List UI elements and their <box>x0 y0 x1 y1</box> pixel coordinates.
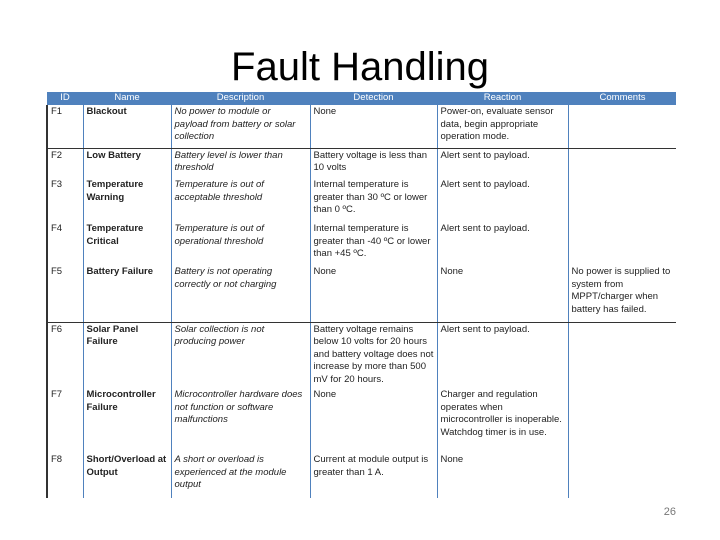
cell-description: Solar collection is not producing power <box>171 322 310 388</box>
cell-description: No power to module or payload from battery or solar collection <box>171 105 310 148</box>
cell-comments <box>568 222 676 265</box>
cell-comments <box>568 322 676 388</box>
cell-detection: None <box>310 265 437 322</box>
cell-reaction: None <box>437 453 568 498</box>
cell-comments <box>568 105 676 148</box>
fault-handling-table <box>46 92 676 498</box>
cell-name: Temperature Critical <box>83 222 171 265</box>
header-name: Name <box>83 92 171 105</box>
header-description: Description <box>171 92 310 105</box>
cell-description: Battery is not operating correctly or not charging <box>171 265 310 322</box>
cell-name: Temperature Warning <box>83 178 171 222</box>
cell-reaction: Alert sent to payload. <box>437 222 568 265</box>
table-row <box>47 105 676 148</box>
fault-table-container <box>46 92 676 498</box>
cell-detection: Internal temperature is greater than -40 ºC or lower than +45 ºC. <box>310 222 437 265</box>
cell-description: A short or overload is experienced at the module output <box>171 453 310 498</box>
cell-id: F6 <box>47 322 83 388</box>
cell-detection: Internal temperature is greater than 30 ºC or lower than 0 ºC. <box>310 178 437 222</box>
cell-detection: Battery voltage remains below 10 volts for 20 hours and battery voltage does not increase by more than 500 mV for 20 hours. <box>310 322 437 388</box>
cell-reaction: Alert sent to payload. <box>437 148 568 178</box>
cell-detection: Battery voltage is less than 10 volts <box>310 148 437 178</box>
header-reaction: Reaction <box>437 92 568 105</box>
cell-name: Low Battery <box>83 148 171 178</box>
table-row <box>47 265 676 322</box>
cell-name: Blackout <box>83 105 171 148</box>
page-number: 26 <box>663 506 676 518</box>
cell-id: F8 <box>47 453 83 498</box>
cell-comments <box>568 178 676 222</box>
cell-detection: None <box>310 388 437 453</box>
cell-description: Battery level is lower than threshold <box>171 148 310 178</box>
table-row <box>47 222 676 265</box>
cell-reaction: Charger and regulation operates when microcontroller is inoperable. Watchdog timer is in use. <box>437 388 568 453</box>
table-row <box>47 453 676 498</box>
cell-reaction: Power-on, evaluate sensor data, begin appropriate operation mode. <box>437 105 568 148</box>
cell-description: Microcontroller hardware does not function or software malfunctions <box>171 388 310 453</box>
header-detection: Detection <box>310 92 437 105</box>
cell-reaction: None <box>437 265 568 322</box>
table-row <box>47 388 676 453</box>
cell-reaction: Alert sent to payload. <box>437 178 568 222</box>
cell-comments: No power is supplied to system from MPPT/charger when battery has failed. <box>568 265 676 322</box>
cell-id: F2 <box>47 148 83 178</box>
cell-detection: None <box>310 105 437 148</box>
cell-detection: Current at module output is greater than 1 A. <box>310 453 437 498</box>
cell-reaction: Alert sent to payload. <box>437 322 568 388</box>
cell-name: Battery Failure <box>83 265 171 322</box>
table-row <box>47 322 676 388</box>
table-row <box>47 178 676 222</box>
cell-id: F1 <box>47 105 83 148</box>
table-row <box>47 148 676 178</box>
cell-id: F7 <box>47 388 83 453</box>
cell-id: F4 <box>47 222 83 265</box>
table-header-row <box>47 92 676 105</box>
cell-description: Temperature is out of acceptable threshold <box>171 178 310 222</box>
header-id: ID <box>47 92 83 105</box>
cell-name: Solar Panel Failure <box>83 322 171 388</box>
header-comments: Comments <box>568 92 676 105</box>
cell-id: F3 <box>47 178 83 222</box>
cell-comments <box>568 388 676 453</box>
slide-title: Fault Handling <box>231 45 489 89</box>
cell-name: Microcontroller Failure <box>83 388 171 453</box>
cell-comments <box>568 148 676 178</box>
cell-comments <box>568 453 676 498</box>
cell-name: Short/Overload at Output <box>83 453 171 498</box>
cell-description: Temperature is out of operational threshold <box>171 222 310 265</box>
cell-id: F5 <box>47 265 83 322</box>
